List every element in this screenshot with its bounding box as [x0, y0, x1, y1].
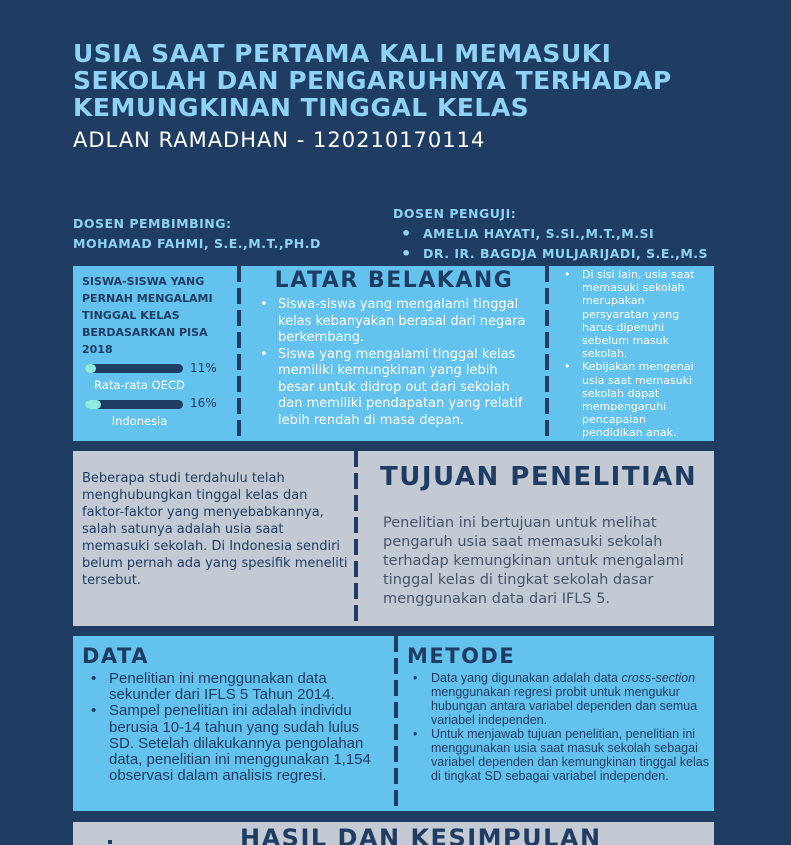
data-method-panel: [73, 636, 714, 811]
method-point1-em: cross-section: [621, 671, 696, 685]
data-title: DATA: [82, 644, 150, 668]
purpose-panel: [73, 451, 714, 626]
list-item: • Sampel penelitian ini adalah individu berusia 10-14 tahun yang sudah lulus SD. Setelah dilakukannya pengolahan data, penelitian ini menggunakan 1,154 observasi dalam analisis regresi.: [91, 703, 381, 784]
dashed-divider: [237, 266, 241, 441]
progress-fill-oecd: [85, 364, 96, 373]
method-title: METODE: [407, 644, 516, 668]
oecd-percent: 11%: [190, 361, 217, 375]
poster-title: USIA SAAT PERTAMA KALI MEMASUKI SEKOLAH DAN PENGARUHNYA TERHADAP KEMUNGKINAN TINGGAL KELAS: [73, 39, 672, 122]
list-item: • Penelitian ini menggunakan data sekunder dari IFLS 5 Tahun 2014.: [91, 671, 381, 703]
purpose-text: Penelitian ini bertujuan untuk melihat pengaruh usia saat memasuki sekolah terhadap kemungkinan untuk mengalami tinggal kelas di tingkat sekolah dasar menggunakan data dari IFLS 5.: [383, 515, 684, 607]
dashed-divider: [354, 451, 358, 626]
list-item: • Siswa yang mengalami tinggal kelas memiliki kemungkinan yang lebih besar untuk didrop out dari sekolah dan memiliki pendapatan yang relatif lebih rendah di masa depan.: [260, 347, 535, 430]
list-item: • Di sisi lain, usia saat memasuki sekolah merupakan persyaratan yang harus dipenuhi sebelum masuk sekolah.: [564, 268, 709, 360]
dashed-divider: [545, 266, 549, 441]
decorative-icon: [108, 840, 112, 844]
examiners-block: [393, 204, 708, 264]
oecd-label: Rata-rata OECD: [94, 378, 185, 392]
progress-bar-indonesia: [85, 400, 183, 409]
background-side-points: [564, 268, 709, 440]
background-points: [260, 297, 535, 429]
list-item: • Kebijakan mengenai usia saat memasuki sekolah dapat mempengaruhi pencapaian pendidikan anak.: [564, 360, 709, 439]
supervisor-label: DOSEN PEMBIMBING:: [73, 216, 232, 231]
author-line: ADLAN RAMADHAN - 120210170114: [73, 128, 486, 152]
progress-bar-oecd: [85, 364, 183, 373]
supervisor-name: MOHAMAD FAHMI, S.E.,M.T.,PH.D: [73, 236, 321, 251]
examiners-list: [401, 224, 708, 264]
method-point1-pre: Data yang digunakan adalah data: [431, 671, 622, 685]
indonesia-label: Indonesia: [111, 414, 168, 428]
data-points: [91, 671, 381, 784]
dashed-divider: [394, 636, 398, 811]
purpose-title: TUJUAN PENELITIAN: [380, 462, 698, 492]
method-points: [413, 671, 713, 783]
results-title: HASIL DAN KESIMPULAN: [240, 824, 602, 845]
list-item: [413, 671, 713, 727]
list-item: • Siswa-siswa yang mengalami tinggal kelas kebanyakan berasal dari negara berkembang.: [260, 297, 535, 347]
results-panel: [73, 822, 714, 845]
examiner-name: • AMELIA HAYATI, S.SI.,M.T.,M.SI: [401, 224, 708, 244]
progress-fill-indonesia: [85, 400, 101, 409]
background-title: LATAR BELAKANG: [274, 268, 514, 293]
examiner-name: • DR. IR. BAGDJA MULJARIJADI, S.E.,M.S: [401, 244, 708, 264]
background-panel: [73, 266, 714, 441]
method-point1-post: menggunakan regresi probit untuk mengukur hubungan antara variabel dependen dan semua variabel independen.: [431, 685, 698, 727]
prior-studies-text: Beberapa studi terdahulu telah menghubungkan tinggal kelas dan faktor-faktor yang menyebabkannya, salah satunya adalah usia saat memasuki sekolah. Di Indonesia sendiri belum pernah ada yang spesifik meneliti tersebut.: [82, 471, 348, 588]
indonesia-percent: 16%: [190, 396, 217, 410]
list-item: • Untuk menjawab tujuan penelitian, penelitian ini menggunakan usia saat masuk sekolah sebagai variabel dependen dan kemungkinan tinggal kelas di tingkat SD sebagai variabel independen.: [413, 727, 713, 783]
supervisor-block: [73, 214, 321, 254]
examiners-label: DOSEN PENGUJI:: [393, 206, 517, 221]
pisa-stat-title: SISWA-SISWA YANG PERNAH MENGALAMI TINGGAL KELAS BERDASARKAN PISA 2018: [82, 275, 213, 356]
